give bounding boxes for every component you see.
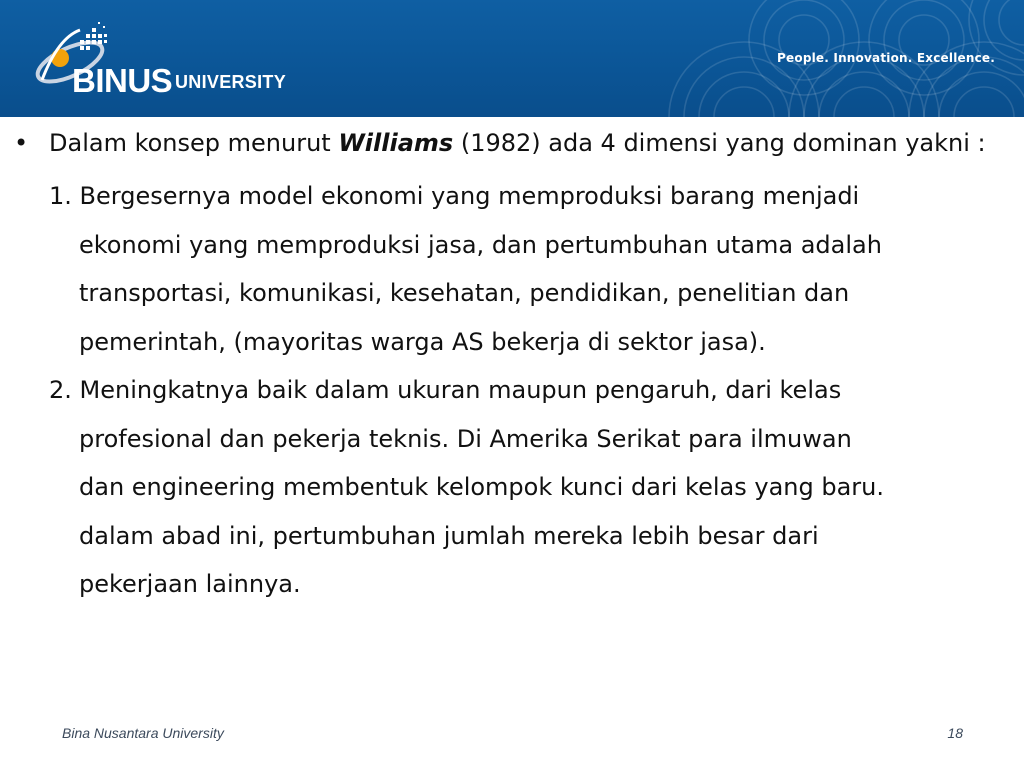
item-line: ekonomi yang memproduksi jasa, dan pertumbuhan utama adalah bbox=[79, 230, 882, 259]
slide-header bbox=[0, 0, 1024, 117]
numbered-item-1 bbox=[12, 172, 1012, 366]
item-line: dan engineering membentuk kelompok kunci dari kelas yang baru. bbox=[79, 473, 885, 501]
intro-after: (1982) ada 4 dimensi yang dominan yakni : bbox=[453, 129, 986, 157]
numbered-item-2 bbox=[12, 366, 1012, 609]
logo-university-text: UNIVERSITY bbox=[175, 72, 287, 92]
header-tagline: People. Innovation. Excellence. bbox=[777, 51, 995, 65]
footer-organization: Bina Nusantara University bbox=[62, 725, 224, 741]
page-number: 18 bbox=[947, 725, 963, 741]
item-line: pekerjaan lainnya. bbox=[79, 570, 301, 598]
slide-body bbox=[12, 126, 1012, 609]
bullet-point bbox=[12, 126, 1012, 160]
intro-before: Dalam konsep menurut bbox=[49, 129, 339, 157]
intro-emphasis: Williams bbox=[338, 129, 454, 157]
binus-logo bbox=[28, 18, 308, 98]
item-first-line: 2. Meningkatnya baik dalam ukuran maupun pengaruh, dari kelas bbox=[49, 376, 842, 404]
item-first-line: 1. Bergesernya model ekonomi yang memproduksi barang menjadi bbox=[49, 182, 860, 210]
item-line: profesional dan pekerja teknis. Di Amerika Serikat para ilmuwan bbox=[79, 424, 852, 453]
item-line: transportasi, komunikasi, kesehatan, pendidikan, penelitian dan bbox=[79, 279, 850, 307]
logo-wordmark: BINUS bbox=[72, 62, 173, 99]
bullet-icon: • bbox=[14, 129, 29, 157]
item-line: pemerintah, (mayoritas warga AS bekerja di sektor jasa). bbox=[79, 327, 766, 356]
bullet-text bbox=[49, 126, 1012, 160]
item-line: dalam abad ini, pertumbuhan jumlah mereka lebih besar dari bbox=[79, 521, 819, 550]
